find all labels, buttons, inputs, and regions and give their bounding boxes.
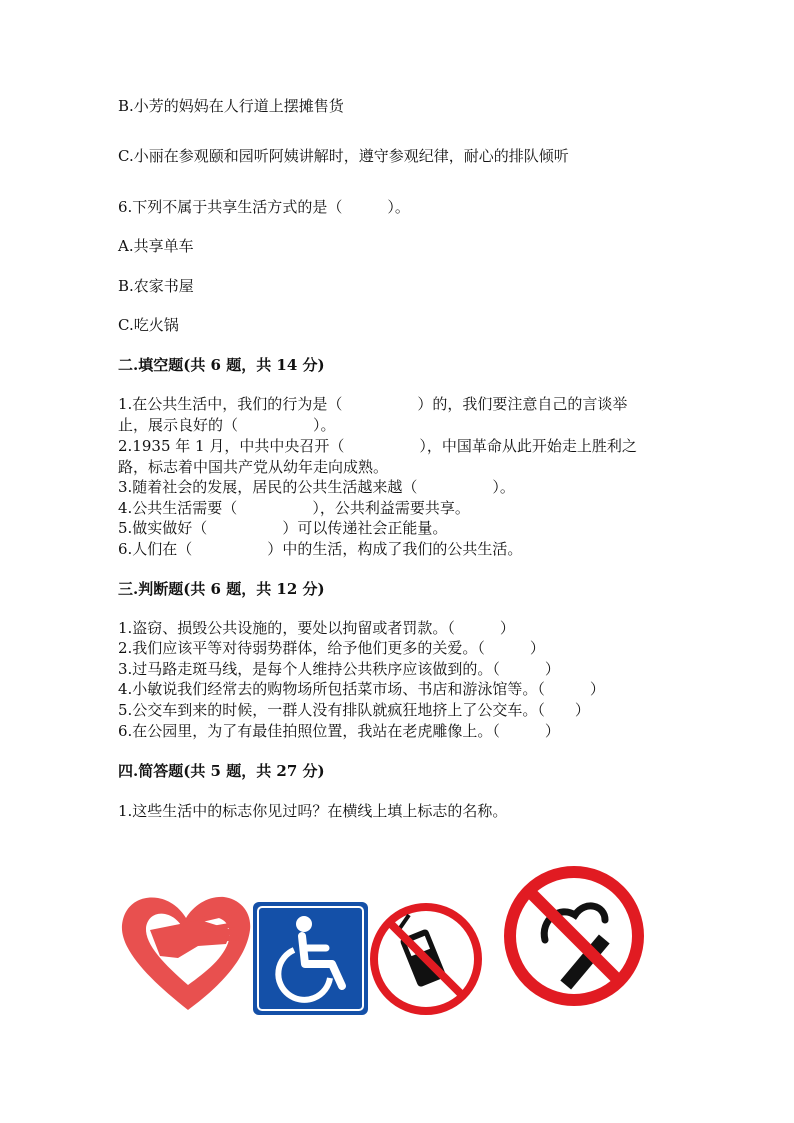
wheelchair-accessible-icon [253,902,368,1015]
s3-line: 6.在公园里，为了有最佳拍照位置，我站在老虎雕像上。（ ） [118,722,560,740]
s3-line: 5.公交车到来的时候，一群人没有排队就疯狂地挤上了公交车。（ ） [118,701,590,719]
q6-option-c: C.吃火锅 [118,316,179,334]
s3-line: 1.盗窃、损毁公共设施的，要处以拘留或者罚款。（ ） [118,619,515,637]
q6-option-a: A.共享单车 [118,237,194,255]
s2-line: 3.随着社会的发展，居民的公共生活越来越（ ）。 [118,478,515,496]
section3-title: 三.判断题(共 6 题，共 12 分) [118,580,325,598]
s2-line: 4.公共生活需要（ ），公共利益需要共享。 [118,499,470,517]
s2-line: 6.人们在（ ）中的生活，构成了我们的公共生活。 [118,540,523,558]
section4-title: 四.简答题(共 5 题，共 27 分) [118,762,325,780]
q5-option-b: B.小芳的妈妈在人行道上摆摊售货 [118,97,344,115]
s3-line: 3.过马路走斑马线，是每个人维持公共秩序应该做到的。（ ） [118,660,560,678]
section2-title: 二.填空题(共 6 题，共 14 分) [118,356,325,374]
s2-line: 5.做实做好（ ）可以传递社会正能量。 [118,519,448,537]
s4-q1: 1.这些生活中的标志你见过吗？在横线上填上标志的名称。 [118,802,508,820]
no-phone-icon [374,907,478,1011]
s3-line: 2.我们应该平等对待弱势群体，给予他们更多的关爱。（ ） [118,639,545,657]
s2-line: 1.在公共生活中，我们的行为是（ ）的，我们要注意自己的言谈举 [118,395,628,413]
s2-line: 路，标志着中国共产党从幼年走向成熟。 [118,458,389,476]
s2-line: 2.1935 年 1 月，中共中央召开（ ），中国革命从此开始走上胜利之 [118,437,637,455]
s3-line: 4.小敏说我们经常去的购物场所包括菜市场、书店和游泳馆等。（ ） [118,680,605,698]
no-smoking-icon [510,872,638,1000]
q6-stem: 6.下列不属于共享生活方式的是（ ）。 [118,198,410,216]
s2-line: 止，展示良好的（ ）。 [118,416,336,434]
q5-option-c: C.小丽在参观颐和园听阿姨讲解时，遵守参观纪律，耐心的排队倾听 [118,147,569,165]
q6-option-b: B.农家书屋 [118,277,194,295]
volunteer-heart-hand-icon [122,897,250,1010]
